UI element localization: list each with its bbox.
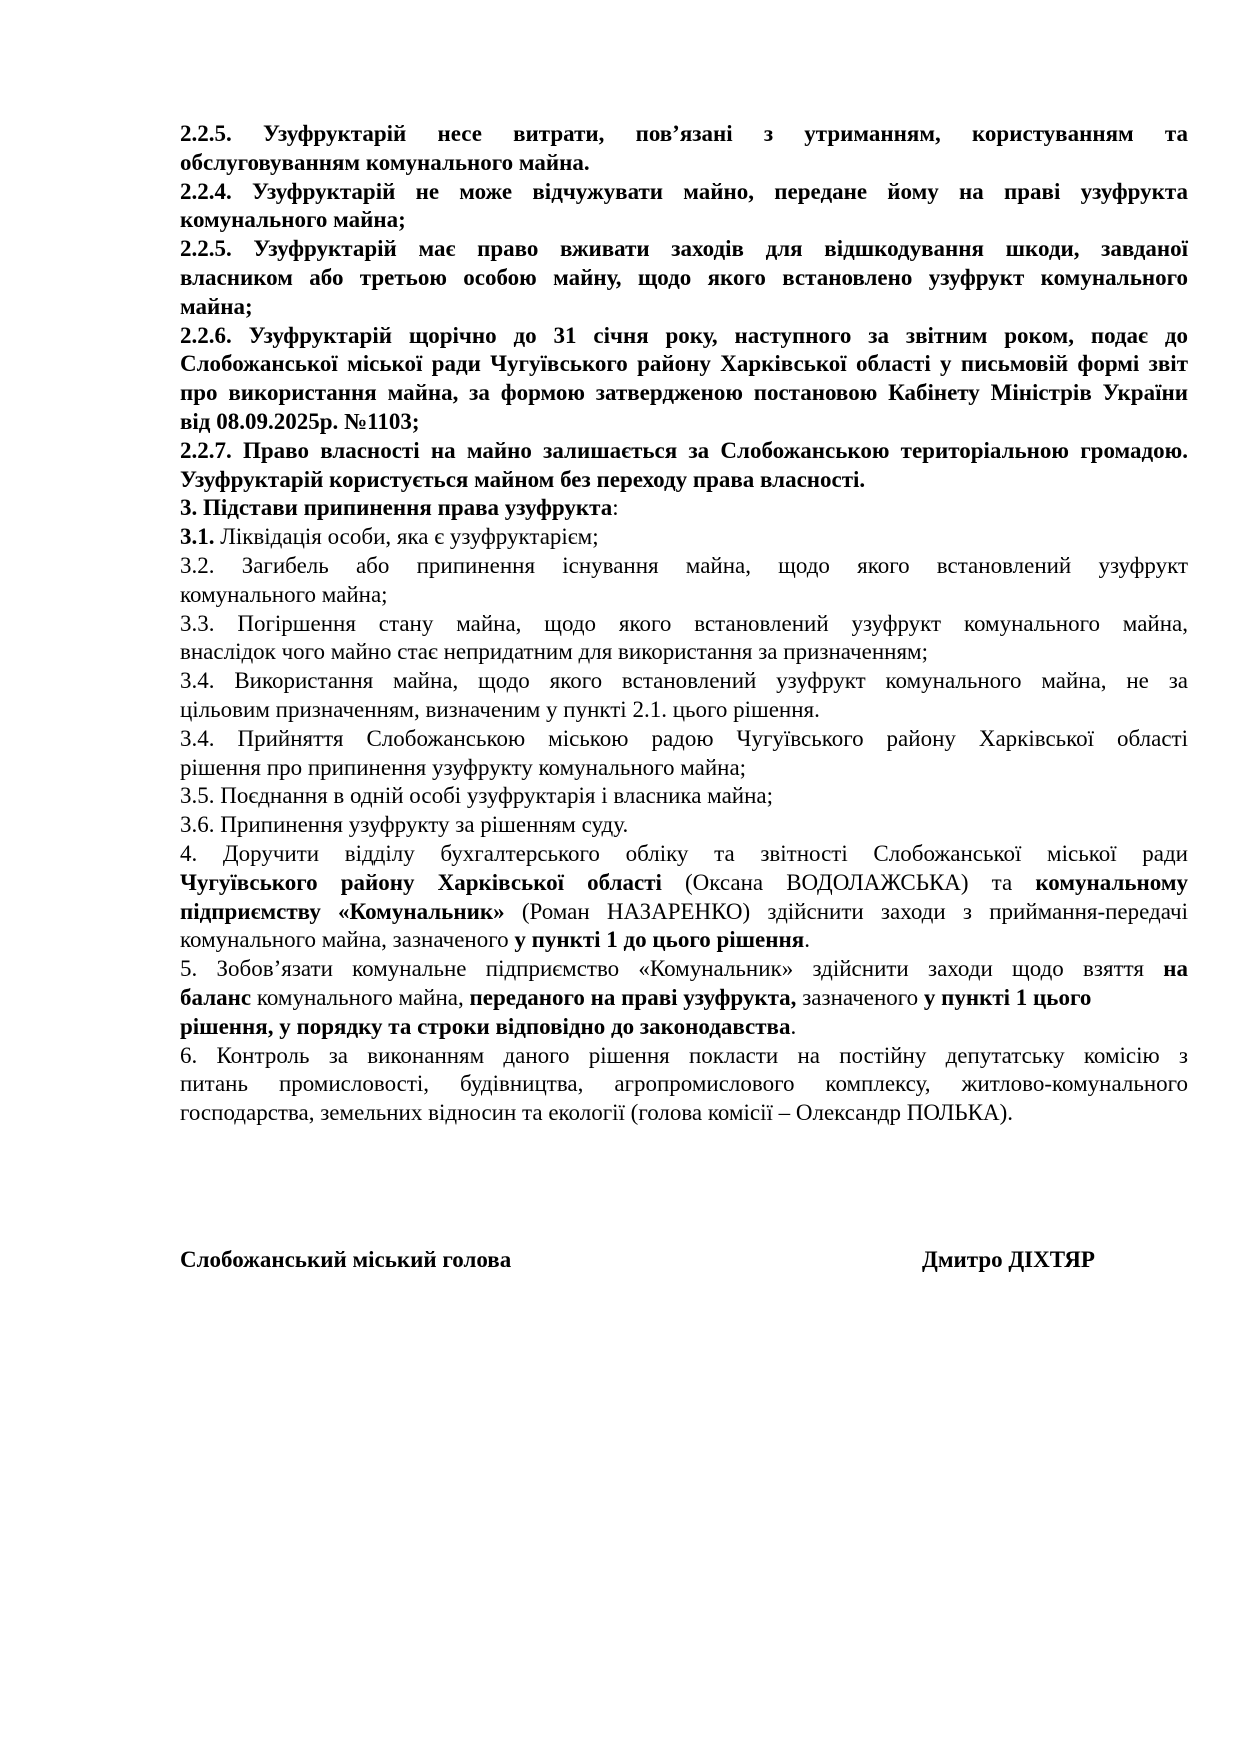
text: 5. Зобов’язати комунальне підприємство «Комунальник» здійснити заходи щодо взяття (180, 956, 1164, 982)
text-line (180, 379, 1188, 408)
line-content (180, 755, 746, 780)
text-line (180, 552, 1188, 581)
text: (Оксана ВОДОЛАЖСЬКА) та (661, 869, 1036, 895)
text: внаслідок чого майно стає непридатним для використання за призначенням; (180, 639, 928, 665)
line-content (180, 553, 1188, 578)
line-content (180, 841, 1188, 866)
line-content (180, 639, 928, 664)
text-line (180, 581, 1188, 610)
text-line (180, 149, 1188, 178)
text: 4. Доручити відділу бухгалтерського обліку та звітності Слобожанської міської ради (180, 840, 1188, 866)
line-content (180, 294, 253, 319)
text: : (612, 495, 619, 521)
bold-text: Чугуївського району Харківської області (180, 869, 662, 895)
line-content (180, 956, 1188, 981)
line-content (180, 380, 1188, 405)
bold-text: обслуговуванням комунального майна. (180, 149, 590, 175)
line-content (180, 812, 628, 837)
bold-text: 2.2.5. Узуфруктарій має право вживати заходів для відшкодування шкоди, завданої (180, 236, 1188, 262)
line-content (180, 899, 1188, 924)
text-line (180, 667, 1188, 696)
text-line (180, 264, 1188, 293)
bold-text: 2.2.7. Право власності на майно залишається за Слобожанською територіальною громадою. (180, 437, 1188, 463)
line-content (180, 438, 1188, 463)
line-content (180, 150, 590, 175)
line-content (180, 1100, 1013, 1125)
paragraph (180, 667, 1188, 725)
line-content (180, 179, 1188, 204)
line-content (180, 207, 406, 232)
text-line (180, 638, 1188, 667)
paragraph (180, 322, 1188, 437)
bold-text: власником або третьою особою майну, щодо якого встановлено узуфрукт комунального (180, 264, 1188, 290)
text: Ліквідація особи, яка є узуфруктарієм; (214, 524, 599, 550)
text-line (180, 293, 1188, 322)
text-line (180, 1070, 1188, 1099)
line-content (180, 984, 1091, 1013)
text-line (180, 1013, 1188, 1042)
line-content (180, 1071, 1188, 1096)
text: 3.5. Поєднання в одній особі узуфруктарія і власника майна; (180, 783, 774, 809)
bold-text: на (1163, 956, 1188, 982)
text: комунального майна; (180, 581, 388, 607)
signature-title: Слобожанський міський голова (180, 1247, 512, 1272)
text-line (180, 926, 1188, 955)
paragraph (180, 610, 1188, 668)
text-line (180, 840, 1188, 869)
text-line (180, 235, 1188, 264)
paragraph (180, 437, 1188, 495)
line-content (180, 121, 1188, 146)
text: комунального майна, (251, 984, 470, 1010)
text: зазначеного (796, 984, 924, 1010)
line-content (180, 236, 1188, 261)
text: питань промисловості, будівництва, агропромислового комплексу, житлово-комунального (180, 1071, 1188, 1097)
line-content (180, 495, 619, 520)
bold-text: про використання майна, за формою затвердженою постановою Кабінету Міністрів України (180, 380, 1188, 406)
bold-text: 2.2.4. Узуфруктарій не може відчужувати майно, передане йому на праві узуфрукта (180, 178, 1188, 204)
text: рішення про припинення узуфрукту комунального майна; (180, 754, 747, 780)
line-content (180, 524, 599, 549)
bold-text: підприємству «Комунальник» (180, 898, 505, 924)
text: 3.6. Припинення узуфрукту за рішенням суду. (180, 812, 629, 838)
text-line (180, 754, 1188, 783)
line-content (180, 783, 773, 808)
text-line (180, 206, 1188, 235)
text: . (804, 927, 810, 953)
bold-text: рішення, у порядку та строки відповідно до законодавства (180, 1013, 791, 1039)
line-content (180, 927, 810, 952)
paragraph (180, 494, 1188, 523)
bold-text: комунального майна; (180, 207, 406, 233)
line-content (180, 668, 1188, 693)
line-content (180, 323, 1188, 348)
line-content (180, 582, 388, 607)
bold-text: Узуфруктарій користується майном без переходу права власності. (180, 466, 866, 492)
bold-text: Слобожанської міської ради Чугуївського району Харківської області у письмовій формі звіт (180, 351, 1188, 377)
text: комунального майна, зазначеного (180, 927, 515, 953)
text-line (180, 466, 1188, 495)
text-line (180, 696, 1188, 725)
line-content (180, 611, 1188, 636)
text: 3.4. Прийняття Слобожанською міською радою Чугуївського району Харківської області (180, 725, 1188, 751)
text-line (180, 350, 1188, 379)
line-content (180, 870, 1188, 895)
line-content (180, 1043, 1188, 1068)
text: 6. Контроль за виконанням даного рішення покласти на постійну депутатську комісію з (180, 1042, 1188, 1068)
text-line (180, 811, 1188, 840)
paragraph (180, 1042, 1188, 1128)
text-line (180, 1099, 1188, 1128)
text: 3.2. Загибель або припинення існування майна, щодо якого встановлений узуфрукт (180, 552, 1188, 578)
bold-text: баланс (180, 984, 252, 1010)
text-line (180, 869, 1188, 898)
paragraph (180, 178, 1188, 236)
line-content (180, 265, 1188, 290)
paragraph (180, 955, 1188, 1041)
paragraph (180, 120, 1188, 178)
paragraph (180, 523, 1188, 552)
paragraph (180, 840, 1188, 955)
text-line (180, 955, 1188, 984)
text: (Роман НАЗАРЕНКО) здійснити заходи з приймання-передачі (504, 898, 1188, 924)
text: цільовим призначенням, визначеним у пункті 2.1. цього рішення. (180, 696, 820, 722)
line-content (180, 697, 820, 722)
paragraph (180, 782, 1188, 811)
text: господарства, земельних відносин та екології (голова комісії – Олександр ПОЛЬКА). (180, 1100, 1013, 1126)
text: 3.4. Використання майна, щодо якого встановлений узуфрукт комунального майна, не за (180, 668, 1188, 694)
bold-text: 3.1. (180, 524, 215, 550)
text-line (180, 782, 1188, 811)
text-line (180, 494, 1188, 523)
document-body (180, 120, 1188, 1128)
bold-text: від 08.09.2025р. №1103; (180, 408, 420, 434)
text-line (180, 725, 1188, 754)
text-line (180, 898, 1188, 927)
bold-text: майна; (180, 293, 253, 319)
line-content (180, 1014, 796, 1039)
text-line (180, 437, 1188, 466)
text-line (180, 984, 1188, 1013)
bold-text: 3. Підстави припинення права узуфрукта (180, 495, 613, 521)
text-line (180, 523, 1188, 552)
signature-name: Дмитро ДІХТЯР (922, 1247, 1095, 1272)
bold-text: у пункті 1 до цього рішення (514, 927, 805, 953)
text-line (180, 610, 1188, 639)
text-line (180, 1042, 1188, 1071)
bold-text: 2.2.5. Узуфруктарій несе витрати, пов’язані з утриманням, користуванням та (180, 121, 1188, 146)
bold-text: 2.2.6. Узуфруктарій щорічно до 31 січня року, наступного за звітним роком, подає до (180, 322, 1188, 348)
paragraph (180, 811, 1188, 840)
line-content (180, 409, 420, 434)
paragraph (180, 235, 1188, 321)
text: 3.3. Погіршення стану майна, щодо якого встановлений узуфрукт комунального майна, (180, 610, 1188, 636)
text-line (180, 178, 1188, 207)
text-line (180, 322, 1188, 351)
text-line (180, 408, 1188, 437)
bold-text: переданого на праві узуфрукта, (469, 984, 797, 1010)
text: . (790, 1013, 797, 1039)
paragraph (180, 725, 1188, 783)
bold-text: комунальному (1035, 869, 1188, 895)
line-content (180, 351, 1188, 376)
paragraph (180, 552, 1188, 610)
text-line (180, 120, 1188, 149)
line-content (180, 467, 865, 492)
line-content (180, 726, 1188, 751)
bold-text: у пункті 1 цього (923, 984, 1092, 1010)
